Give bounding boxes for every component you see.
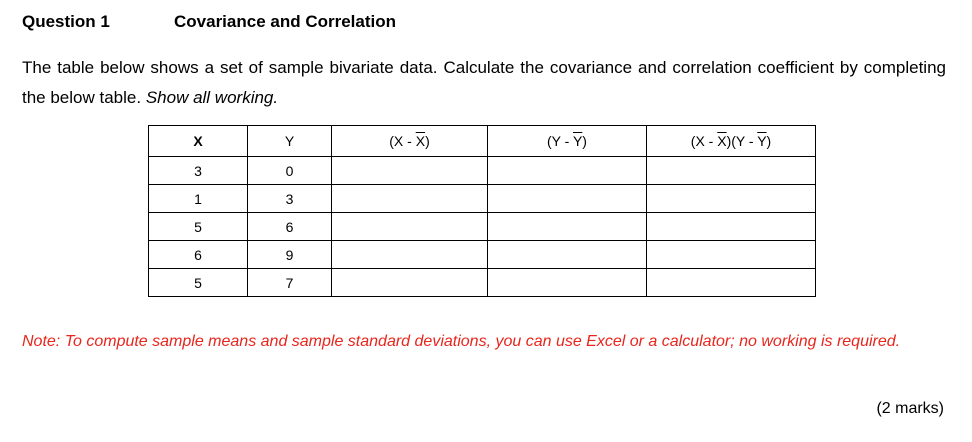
y-bar-symbol: $\overline{Y}$ (757, 133, 767, 149)
note-text: Note: To compute sample means and sample standard deviations, you can use Excel or a calculator; no working is required. (22, 333, 901, 350)
cell-x-deviation[interactable] (332, 241, 488, 269)
cell-deviation-product[interactable] (647, 157, 816, 185)
cell-deviation-product[interactable] (647, 241, 816, 269)
cell-y: 7 (248, 269, 332, 297)
header-deviation-product: $(X - \overline{X})(Y - \overline{Y})$ (647, 126, 816, 157)
cell-y: 0 (248, 157, 332, 185)
table-row (149, 241, 816, 269)
cell-x-deviation[interactable] (332, 269, 488, 297)
question-number: Question 1 (22, 12, 110, 31)
cell-x-deviation[interactable] (332, 213, 488, 241)
cell-x: 5 (149, 213, 248, 241)
table-row (149, 269, 816, 297)
instructions-emphasis: Show all working. (145, 88, 279, 107)
cell-y: 9 (248, 241, 332, 269)
y-bar-symbol: $\overline{Y}$ (572, 133, 583, 149)
x-bar-symbol: $\overline{X}$ (415, 133, 426, 149)
bivariate-data-table (148, 125, 816, 297)
cell-x: 5 (149, 269, 248, 297)
cell-x: 3 (149, 157, 248, 185)
table-row (149, 157, 816, 185)
cell-y-deviation[interactable] (488, 241, 647, 269)
instructions-text: The table below shows a set of sample bivariate data. Calculate the covariance and correlation coefficient by completing the below table. (22, 58, 946, 107)
header-x-deviation: $(X - \overline{X})$ (332, 126, 488, 157)
cell-x-deviation[interactable] (332, 185, 488, 213)
table-header-row (149, 126, 816, 157)
x-bar-symbol: $\overline{X}$ (717, 133, 727, 149)
cell-x: 6 (149, 241, 248, 269)
table-row (149, 185, 816, 213)
cell-y-deviation[interactable] (488, 185, 647, 213)
question-header (22, 12, 396, 32)
marks-label: (2 marks) (876, 400, 944, 417)
cell-deviation-product[interactable] (647, 213, 816, 241)
cell-x-deviation[interactable] (332, 157, 488, 185)
header-y: Y (248, 126, 332, 157)
cell-y-deviation[interactable] (488, 213, 647, 241)
question-title: Covariance and Correlation (174, 12, 397, 31)
cell-deviation-product[interactable] (647, 185, 816, 213)
header-y-deviation: $(Y - \overline{Y})$ (488, 126, 647, 157)
header-x: X (149, 126, 248, 157)
cell-x: 1 (149, 185, 248, 213)
cell-y: 3 (248, 185, 332, 213)
cell-y-deviation[interactable] (488, 157, 647, 185)
table-row (149, 213, 816, 241)
cell-deviation-product[interactable] (647, 269, 816, 297)
cell-y-deviation[interactable] (488, 269, 647, 297)
cell-y: 6 (248, 213, 332, 241)
question-instructions (22, 53, 946, 113)
